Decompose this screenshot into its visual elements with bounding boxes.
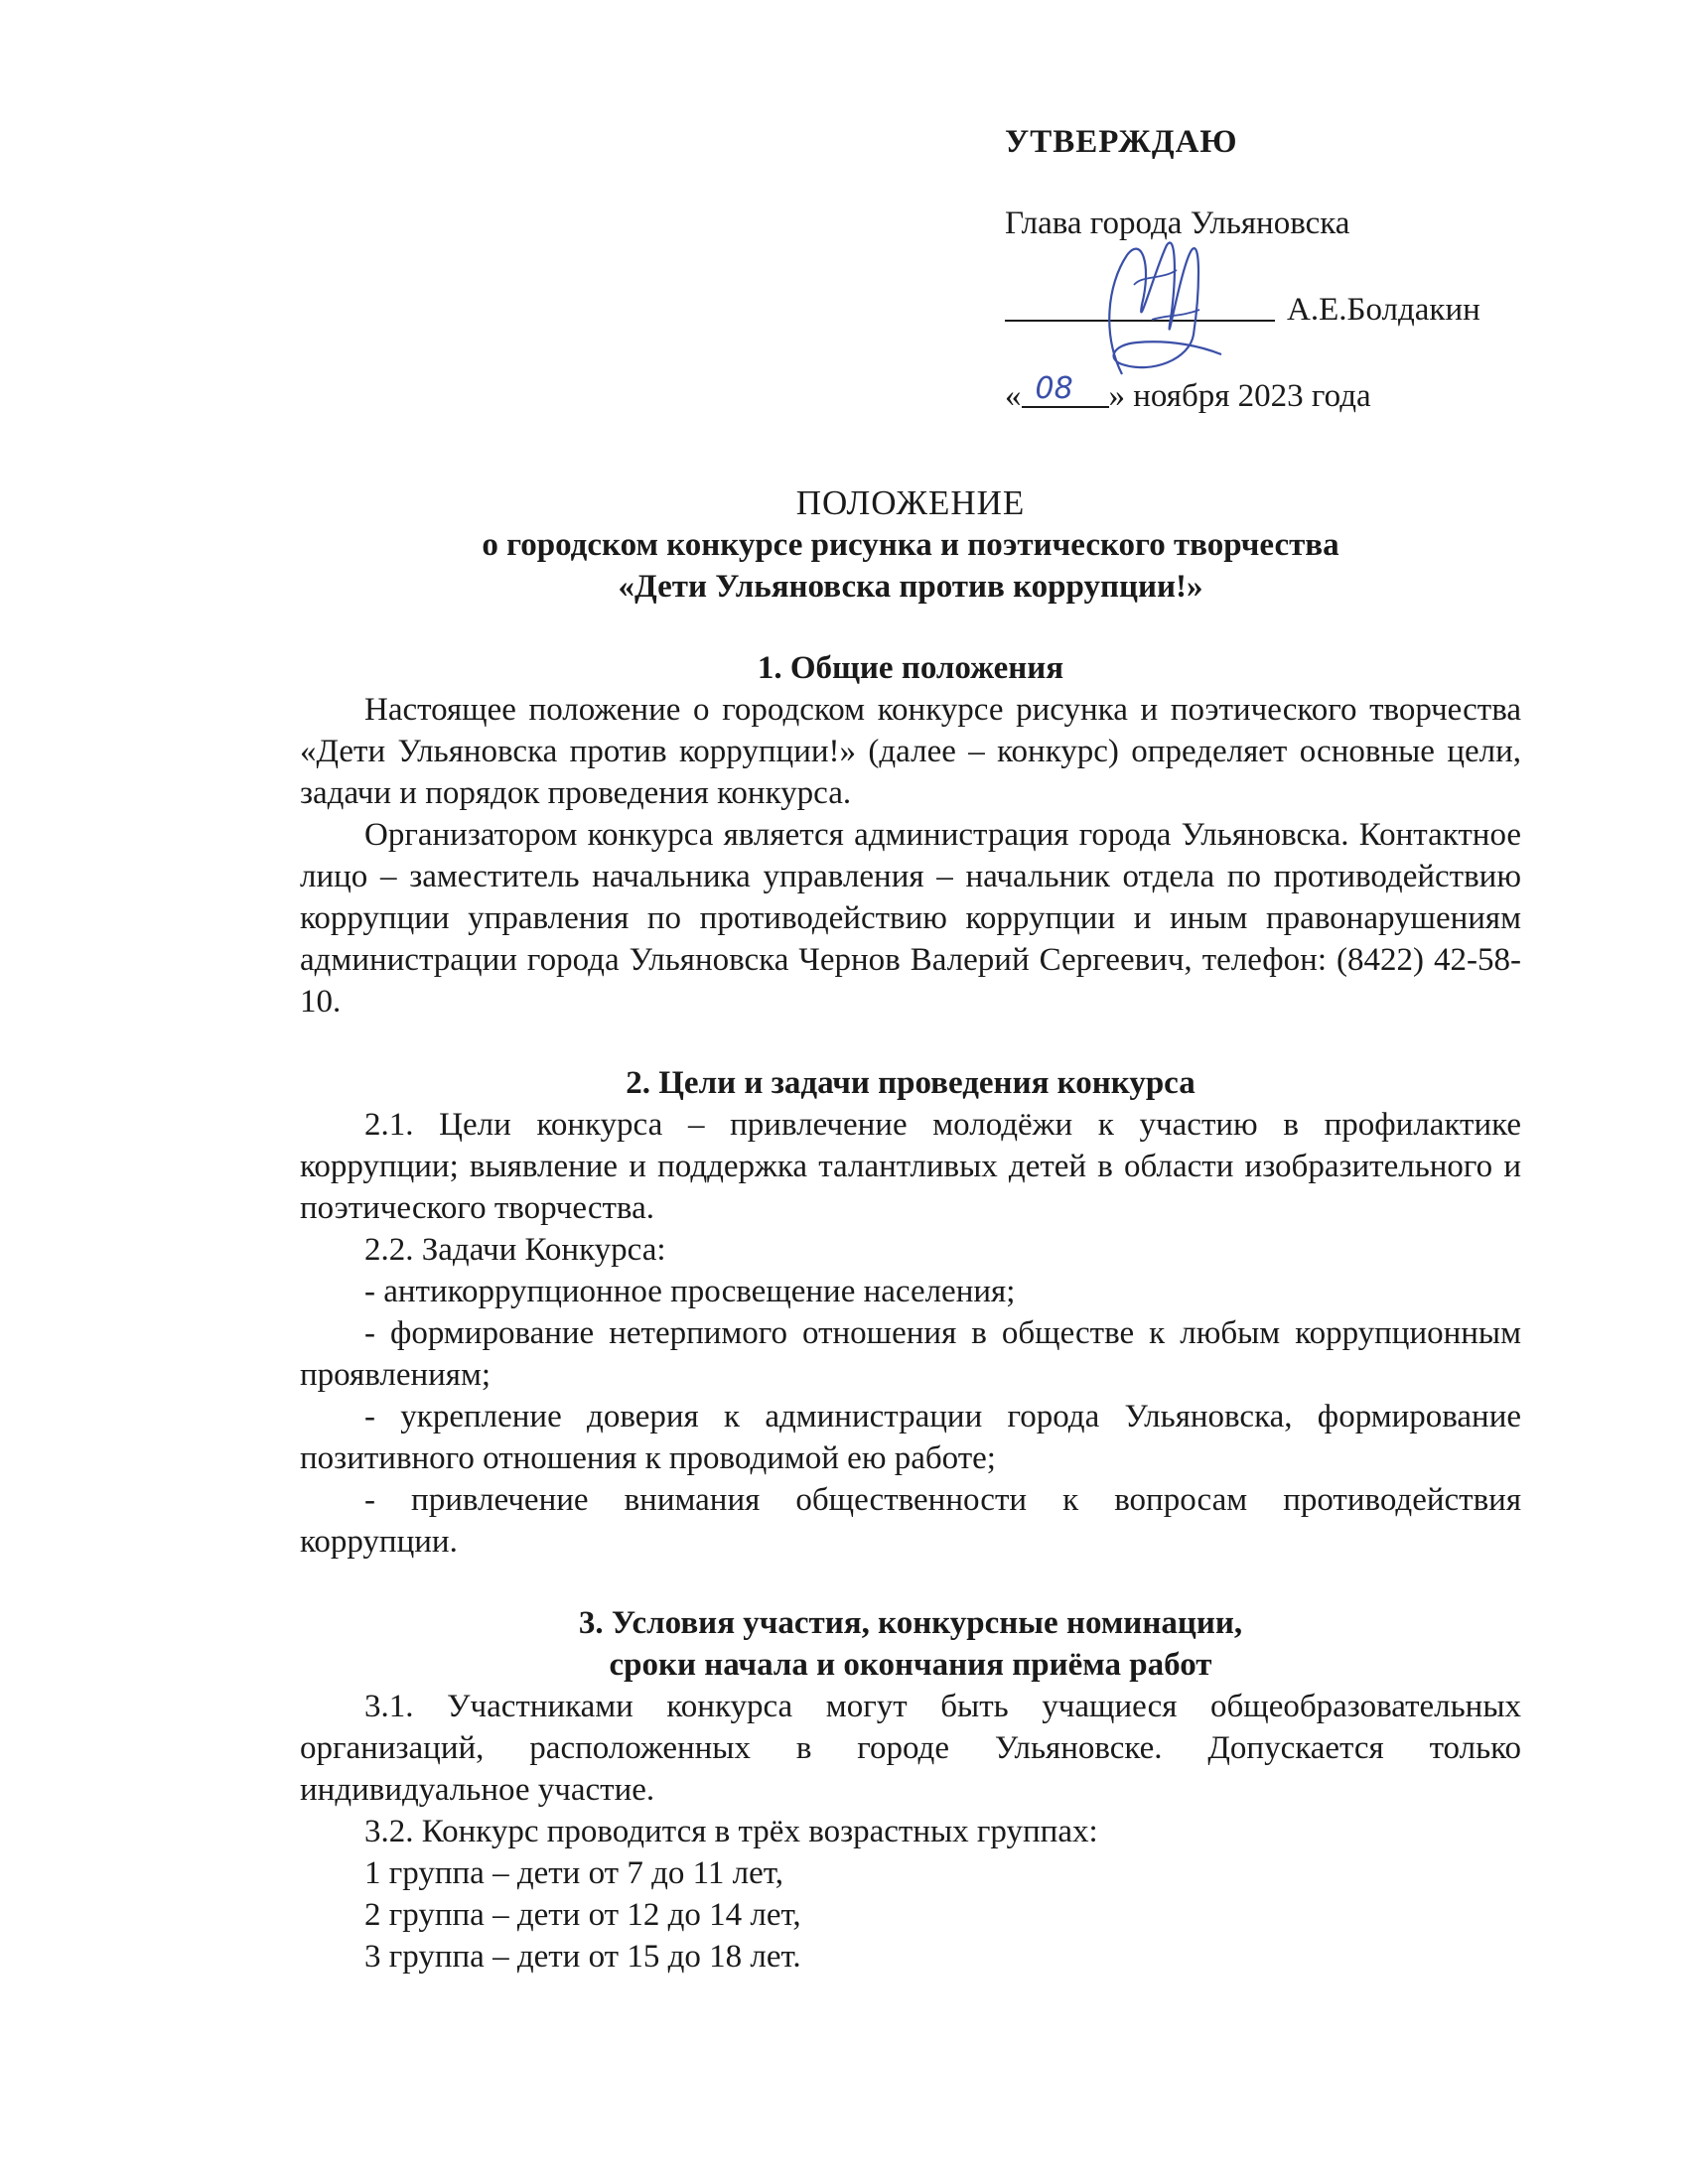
section-2-heading: 2. Цели и задачи проведения конкурса <box>626 1065 1196 1101</box>
section-2-task-4: - привлечение внимания общественности к вопросам противодействия коррупции. <box>300 1482 1521 1560</box>
section-2-paragraph-1: 2.1. Цели конкурса – привлечение молодёжи к участию в профилактике коррупции; выявление и поддержка талантливых детей в области изобразительного и поэтического творчества. <box>300 1107 1521 1226</box>
section-1-paragraph-2: Организатором конкурса является администрация города Ульяновска. Контактное лицо – заместитель начальника управления – начальник отдела по противодействию коррупции управления по противодействию коррупции и иным правонарушениям администрации города Ульяновска Чернов Валерий Сергеевич, телефон: (8422) 42-58-10. <box>300 817 1521 1020</box>
approval-date <box>1005 371 1561 421</box>
age-group-3: 3 группа – дети от 15 до 18 лет. <box>364 1939 801 1975</box>
document-subtitle-2: «Дети Ульяновска против коррупции!» <box>618 569 1203 605</box>
section-3-paragraph-2: 3.2. Конкурс проводится в трёх возрастных группах: <box>364 1814 1098 1849</box>
age-group-1: 1 группа – дети от 7 до 11 лет, <box>364 1855 783 1891</box>
section-1-paragraph-1: Настоящее положение о городском конкурсе рисунка и поэтического творчества «Дети Ульяновска против коррупции!» (далее – конкурс) определяет основные цели, задачи и порядок проведения конкурса. <box>300 692 1521 811</box>
document-title: ПОЛОЖЕНИЕ <box>795 483 1026 522</box>
section-2-task-3: - укрепление доверия к администрации города Ульяновска, формирование позитивного отношения к проводимой ею работе; <box>300 1399 1521 1476</box>
section-2-task-2: - формирование нетерпимого отношения в обществе к любым коррупционным проявлениям; <box>300 1315 1521 1393</box>
date-month-year: » ноября 2023 года <box>1108 378 1371 414</box>
section-2-task-1: - антикоррупционное просвещение населения; <box>364 1274 1016 1309</box>
section-1-heading: 1. Общие положения <box>757 650 1064 686</box>
approval-title: УТВЕРЖДАЮ <box>1005 124 1238 160</box>
date-day-field <box>1022 372 1109 408</box>
approval-block <box>1005 117 1561 421</box>
age-group-2: 2 группа – дети от 12 до 14 лет, <box>364 1897 801 1933</box>
signature-row <box>1005 285 1561 335</box>
section-3-heading-1: 3. Условия участия, конкурсные номинации, <box>578 1605 1243 1641</box>
section-3-paragraph-1: 3.1. Участниками конкурса могут быть учащиеся общеобразовательных организаций, расположенных в городе Ульяновске. Допускается только индивидуальное участие. <box>300 1689 1521 1808</box>
handwritten-signature <box>1082 225 1231 384</box>
approval-position: Глава города Ульяновска <box>1005 205 1350 241</box>
date-open-quote: « <box>1005 378 1022 414</box>
signer-name: А.Е.Болдакин <box>1287 292 1480 328</box>
document-subtitle-1: о городском конкурсе рисунка и поэтического творчества <box>482 527 1339 563</box>
document-body <box>300 482 1521 1978</box>
section-2-paragraph-2: 2.2. Задачи Конкурса: <box>364 1232 666 1268</box>
date-day-handwritten: 08 <box>1035 371 1073 406</box>
section-3-heading-2: сроки начала и окончания приёма работ <box>609 1647 1212 1683</box>
